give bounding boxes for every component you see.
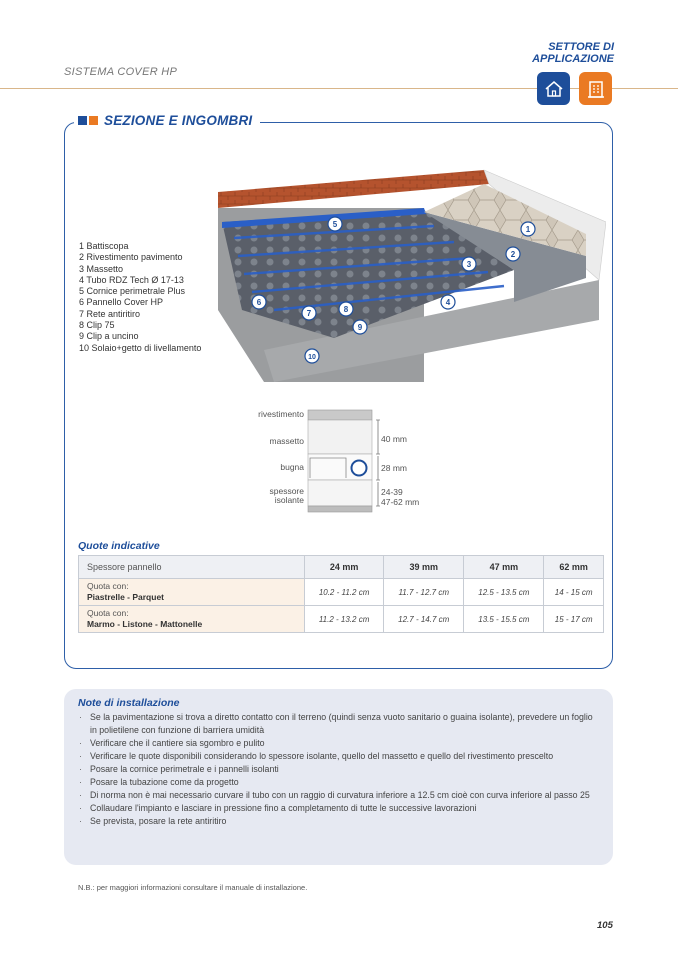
table-cell: 13.5 - 15.5 cm [464, 606, 544, 633]
blue-square-icon [78, 116, 87, 125]
label-spessore-isolante-line2: isolante [274, 495, 304, 505]
page-number: 105 [597, 920, 613, 931]
table-cell: 11.7 - 12.7 cm [384, 579, 464, 606]
table-cell: 12.5 - 13.5 cm [464, 579, 544, 606]
list-item: · Posare la cornice perimetrale e i pannelli isolanti [78, 763, 599, 776]
isolante-layer [308, 480, 372, 506]
row-label-top: Quota con: [87, 581, 129, 591]
legend-item: 10 Solaio+getto di livellamento [79, 342, 202, 353]
footnote: N.B.: per maggiori informazioni consultare il manuale di installazione. [78, 883, 308, 892]
settore-title-line2: APPLICAZIONE [532, 53, 614, 65]
table-row [79, 579, 604, 606]
legend-item: 4 Tubo RDZ Tech Ø 17-13 [79, 274, 184, 285]
home-icon [537, 72, 570, 105]
callout-label: 3 [466, 260, 472, 269]
list-item: · Di norma non è mai necessario curvare il tubo con un raggio di curvatura inferiore a 12.5 cm cioè con curva inferiore al passo 25 [78, 789, 599, 802]
label-spessore-isolante [270, 487, 305, 505]
row-label-top: Quota con: [87, 608, 129, 618]
header-cell: Spessore pannello [79, 556, 305, 579]
legend-item: 9 Clip a uncino [79, 331, 139, 342]
dim-isolante-line1: 24-39 [381, 487, 403, 497]
label-massetto: massetto [269, 436, 304, 446]
callout-label: 4 [445, 298, 451, 307]
legend-item: 7 Rete antiritiro [79, 308, 141, 319]
table-cell: 12.7 - 14.7 cm [384, 606, 464, 633]
list-item: · Verificare le quote disponibili considerando lo spessore isolante, quello del massetto e quello del rivestimento prescelto [78, 750, 599, 763]
header-cell: 39 mm [384, 556, 464, 579]
legend-item: 1 Battiscopa [79, 241, 129, 251]
quote-title: Quote indicative [78, 540, 160, 552]
row-label-bold: Piastrelle - Parquet [87, 592, 165, 602]
massetto-layer [308, 420, 372, 454]
list-item: · Se prevista, posare la rete antiritiro [78, 815, 599, 828]
legend-item: 2 Rivestimento pavimento [79, 252, 183, 263]
callout-label: 8 [343, 305, 349, 314]
callout-label: 2 [510, 250, 516, 259]
settore-title [532, 41, 614, 65]
table-cell: 11.2 - 13.2 cm [305, 606, 384, 633]
row-label [79, 579, 305, 606]
building-icon [579, 72, 612, 105]
legend-item: 5 Cornice perimetrale Plus [79, 286, 186, 297]
notes-list [78, 711, 599, 828]
list-item: · Collaudare l'impianto e lasciare in pressione fino a completamento di tutte le successive lavorazioni [78, 802, 599, 815]
application-icons [537, 72, 612, 105]
callout-label: 5 [332, 220, 338, 229]
row-label [79, 606, 305, 633]
dim-isolante-line2: 47-62 mm [381, 497, 420, 507]
list-item: · Se la pavimentazione si trova a diretto contatto con il terreno (quindi senza vuoto sanitario o guaina isolante), prevedere un foglio in polietilene con funzione di barriera umidità [78, 711, 599, 737]
layer-section-diagram [240, 405, 440, 517]
rivestimento-layer [308, 410, 372, 420]
callout-label: 10 [308, 354, 316, 361]
callout-label: 7 [306, 309, 312, 318]
pipe-section-icon [352, 461, 367, 476]
legend-item: 6 Pannello Cover HP [79, 297, 164, 308]
table-cell: 15 - 17 cm [544, 606, 604, 633]
header-cell: 62 mm [544, 556, 604, 579]
table-cell: 10.2 - 11.2 cm [305, 579, 384, 606]
orange-square-icon [89, 116, 98, 125]
table-row [79, 606, 604, 633]
quote-table [78, 555, 604, 633]
installation-notes [64, 689, 613, 865]
list-item: · Posare la tubazione come da progetto [78, 776, 599, 789]
components-legend [79, 241, 201, 354]
dim-isolante [381, 487, 419, 507]
dim-massetto: 40 mm [381, 434, 407, 444]
header-cell: 47 mm [464, 556, 544, 579]
header-cell: 24 mm [305, 556, 384, 579]
section-title [74, 113, 260, 128]
row-label-bold: Marmo - Listone - Mattonelle [87, 619, 203, 629]
callout-label: 9 [357, 323, 363, 332]
callout-label: 6 [256, 298, 262, 307]
base-layer [308, 506, 372, 512]
label-rivestimento: rivestimento [258, 409, 304, 419]
list-item: · Verificare che il cantiere sia sgombro e pulito [78, 737, 599, 750]
settore-title-line1: SETTORE DI [548, 41, 614, 53]
floor-cutaway-illustration [214, 160, 606, 382]
system-name: SISTEMA COVER HP [64, 66, 178, 78]
label-spessore-isolante-line1: spessore [269, 486, 304, 496]
notes-title: Note di installazione [78, 697, 180, 709]
legend-item: 3 Massetto [79, 263, 124, 274]
callout-label: 1 [525, 225, 531, 234]
table-cell: 14 - 15 cm [544, 579, 604, 606]
layer-stack [306, 408, 386, 516]
dim-bugna: 28 mm [381, 463, 407, 473]
section-title-text: SEZIONE E INGOMBRI [104, 113, 253, 128]
table-header-row [79, 556, 604, 579]
label-bugna: bugna [280, 462, 304, 472]
legend-item: 8 Clip 75 [79, 320, 115, 331]
